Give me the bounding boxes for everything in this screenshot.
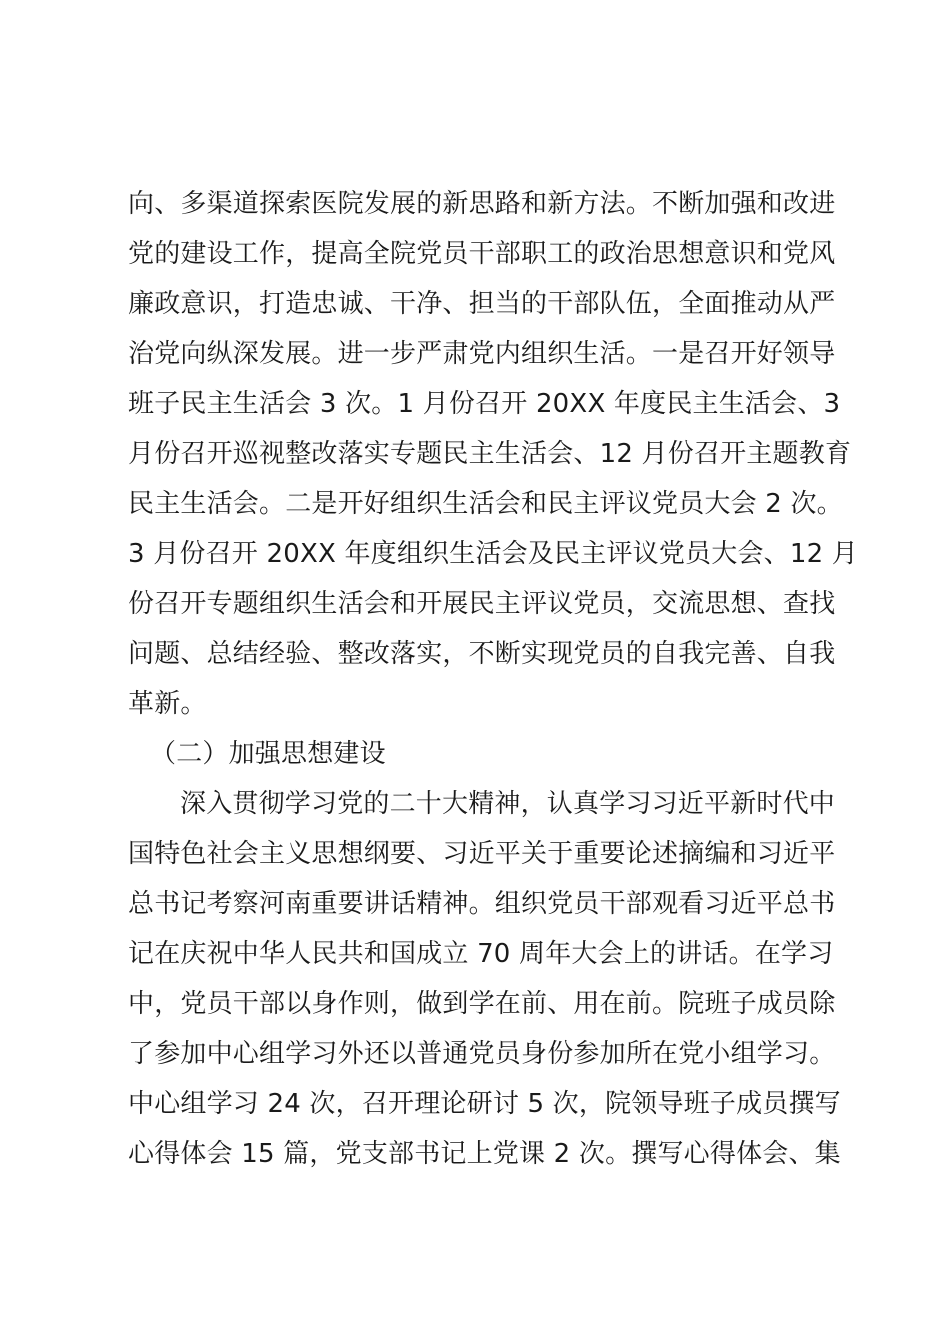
paragraph-line: 班子民主生活会 3 次。1 月份召开 20XX 年度民主生活会、3 — [128, 389, 841, 419]
paragraph-line: 深入贯彻学习党的二十大精神，认真学习习近平新时代中 — [180, 789, 836, 819]
paragraph-line: 廉政意识，打造忠诚、干净、担当的干部队伍，全面推动从严 — [128, 289, 836, 319]
section-heading: （二）加强思想建设 — [150, 739, 386, 769]
paragraph-line: 中，党员干部以身作则，做到学在前、用在前。院班子成员除 — [128, 989, 836, 1019]
paragraph-line: 中心组学习 24 次，召开理论研讨 5 次，院领导班子成员撰写 — [128, 1089, 841, 1119]
paragraph-line: 民主生活会。二是开好组织生活会和民主评议党员大会 2 次。 — [128, 489, 843, 519]
paragraph-line: 总书记考察河南重要讲话精神。组织党员干部观看习近平总书 — [128, 889, 836, 919]
paragraph-line: 治党向纵深发展。进一步严肃党内组织生活。一是召开好领导 — [128, 339, 836, 369]
paragraph-line: 月份召开巡视整改落实专题民主生活会、12 月份召开主题教育 — [128, 439, 852, 469]
paragraph-line: 问题、总结经验、整改落实，不断实现党员的自我完善、自我 — [128, 639, 836, 669]
paragraph-line: 革新。 — [128, 689, 207, 719]
paragraph-line: 3 月份召开 20XX 年度组织生活会及民主评议党员大会、12 月 — [128, 539, 858, 569]
paragraph-line: 心得体会 15 篇，党支部书记上党课 2 次。撰写心得体会、集 — [128, 1139, 841, 1169]
paragraph-line: 国特色社会主义思想纲要、习近平关于重要论述摘编和习近平 — [128, 839, 836, 869]
paragraph-line: 党的建设工作，提高全院党员干部职工的政治思想意识和党风 — [128, 239, 836, 269]
paragraph-line: 向、多渠道探索医院发展的新思路和新方法。不断加强和改进 — [128, 189, 836, 219]
paragraph-line: 了参加中心组学习外还以普通党员身份参加所在党小组学习。 — [128, 1039, 836, 1069]
paragraph-line: 记在庆祝中华人民共和国成立 70 周年大会上的讲话。在学习 — [128, 939, 834, 969]
paragraph-line: 份召开专题组织生活会和开展民主评议党员，交流思想、查找 — [128, 589, 836, 619]
